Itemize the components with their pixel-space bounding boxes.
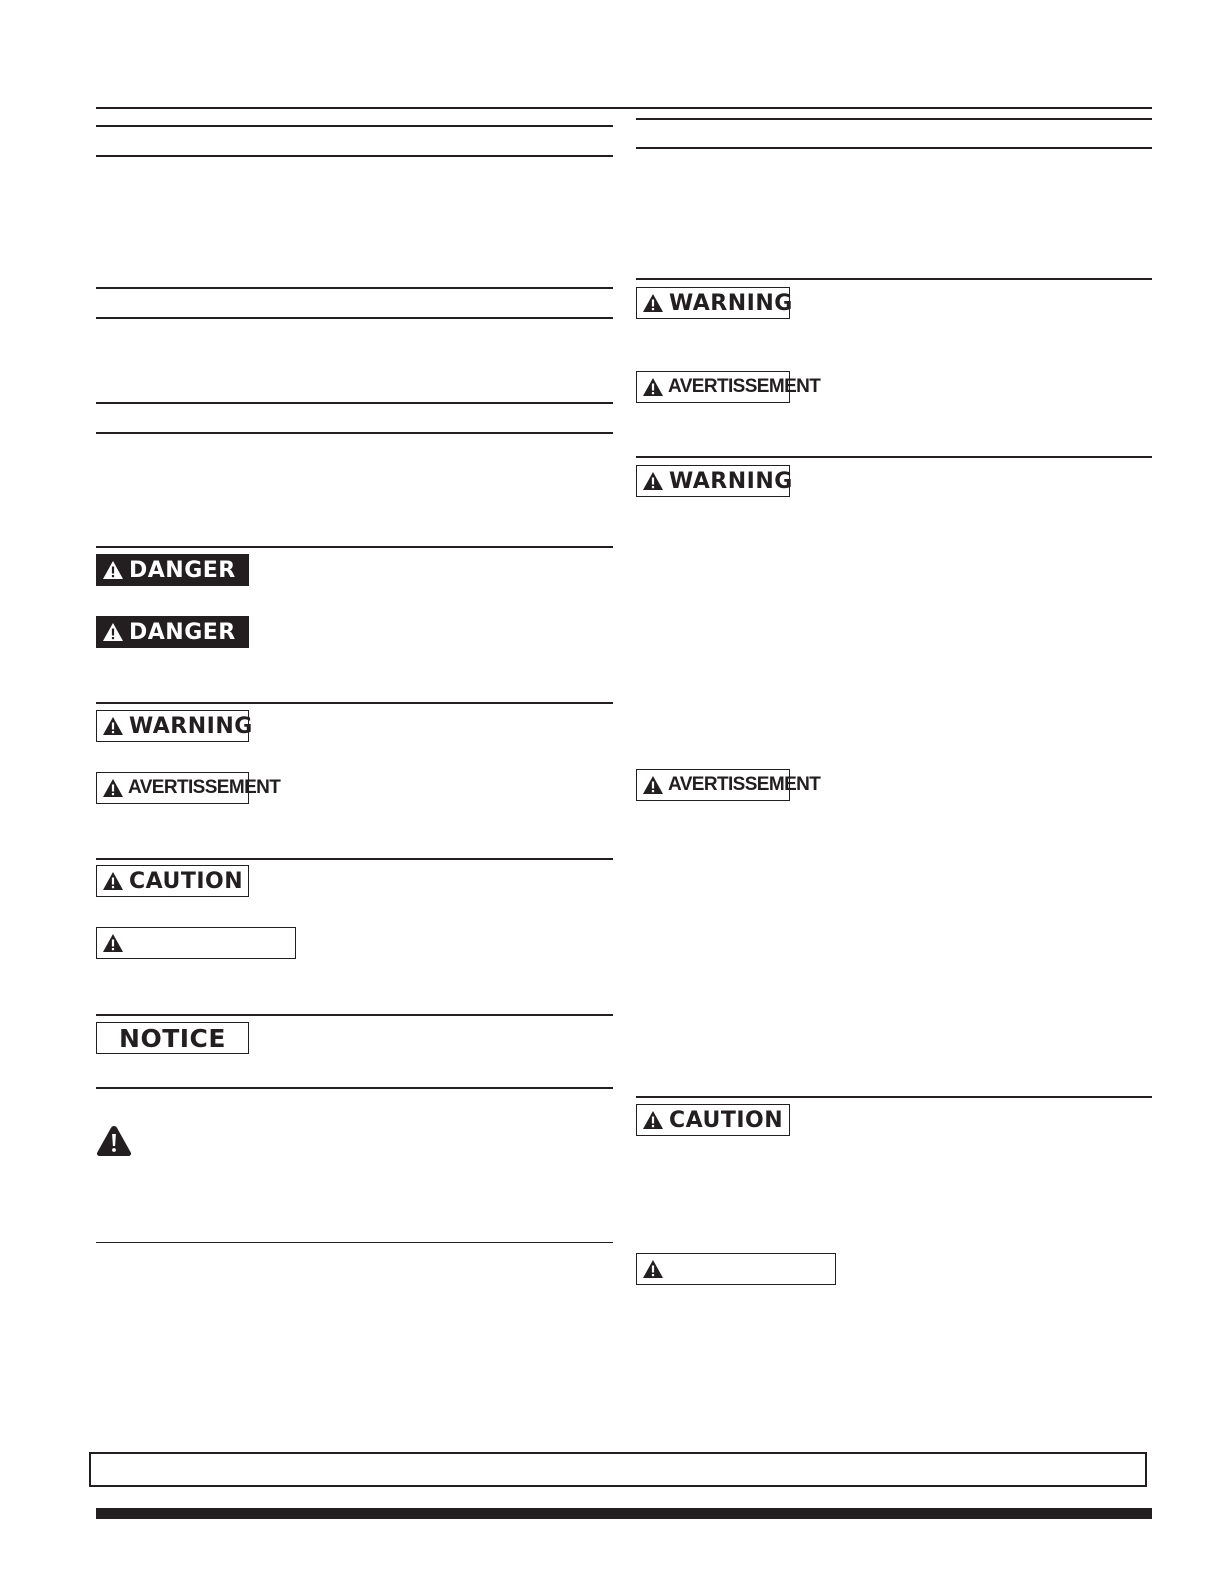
section-rule xyxy=(96,402,613,404)
warning-triangle-icon xyxy=(642,293,664,313)
section-rule xyxy=(96,1014,613,1016)
section-rule xyxy=(96,702,613,704)
notice-label-text: NOTICE xyxy=(119,1023,226,1053)
header-rule xyxy=(96,107,1152,109)
warning-triangle-icon xyxy=(102,716,124,736)
warning-triangle-icon xyxy=(102,560,124,580)
section-rule xyxy=(96,125,613,127)
warning-label xyxy=(636,465,793,497)
caution-label-blank xyxy=(96,927,296,959)
section-rule xyxy=(636,147,1152,149)
caution-label-blank xyxy=(636,1253,836,1285)
warning-triangle-icon xyxy=(102,778,124,798)
avertissement-label xyxy=(96,772,281,804)
warning-triangle-icon xyxy=(102,871,124,891)
warning-label xyxy=(636,287,793,319)
section-rule xyxy=(96,1087,613,1089)
section-rule xyxy=(96,287,613,289)
warning-triangle-icon xyxy=(102,622,124,642)
caution-label-text: CAUTION xyxy=(129,868,244,894)
danger-label-text: DANGER xyxy=(129,557,236,583)
danger-label xyxy=(96,554,249,586)
warning-triangle-icon xyxy=(102,933,124,953)
section-rule xyxy=(96,432,613,434)
footer-bar xyxy=(96,1508,1152,1519)
warning-label-text: WARNING xyxy=(669,468,793,494)
avertissement-label xyxy=(636,371,821,403)
warning-label xyxy=(96,710,253,742)
warning-label-text: WARNING xyxy=(669,290,793,316)
caution-label-text: CAUTION xyxy=(669,1107,784,1133)
danger-label-text: DANGER xyxy=(129,619,236,645)
warning-triangle-icon xyxy=(642,377,664,397)
avertissement-label-text: AVERTISSEMENT xyxy=(668,774,821,795)
avertissement-label-text: AVERTISSEMENT xyxy=(128,777,281,798)
footer-box xyxy=(89,1452,1147,1487)
section-rule xyxy=(636,456,1152,458)
caution-label xyxy=(96,865,249,897)
section-rule xyxy=(96,858,613,860)
warning-triangle-icon xyxy=(642,471,664,491)
section-rule xyxy=(96,155,613,157)
avertissement-label xyxy=(636,769,821,801)
avertissement-label-text: AVERTISSEMENT xyxy=(668,376,821,397)
danger-label-french xyxy=(96,616,249,648)
section-rule xyxy=(636,278,1152,280)
safety-alert-symbol-icon xyxy=(95,1124,133,1158)
warning-label-text: WARNING xyxy=(129,713,253,739)
notice-label xyxy=(96,1022,249,1054)
caution-label xyxy=(636,1104,790,1136)
warning-triangle-icon xyxy=(642,1259,664,1279)
section-rule xyxy=(96,546,613,548)
section-rule xyxy=(96,1242,613,1243)
warning-triangle-icon xyxy=(642,1110,664,1130)
section-rule xyxy=(636,1096,1152,1098)
section-rule xyxy=(96,317,613,319)
section-rule xyxy=(636,118,1152,120)
warning-triangle-icon xyxy=(642,775,664,795)
